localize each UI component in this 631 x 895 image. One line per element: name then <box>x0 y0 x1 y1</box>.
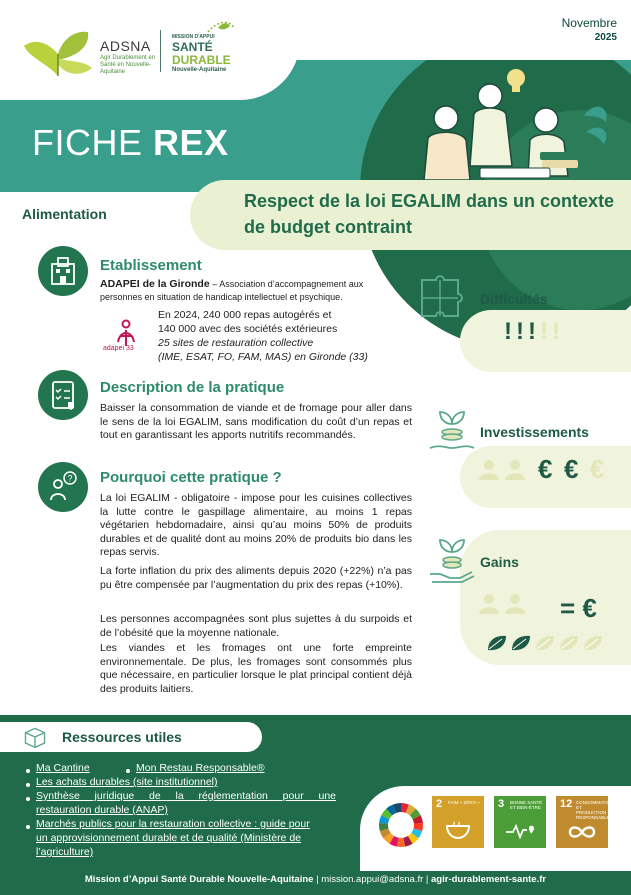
msd-label-line2: DURABLE <box>172 53 231 67</box>
odd-goal-number: 2 <box>436 798 443 810</box>
bullet <box>26 769 30 773</box>
description-heading: Description de la pratique <box>100 379 285 396</box>
resources-title: Ressources utiles <box>62 729 182 745</box>
difficultes-title: Difficultés <box>480 291 548 307</box>
resource-link-ma-cantine[interactable]: Ma Cantine <box>36 762 90 774</box>
difficulty-mark: ! <box>516 318 524 345</box>
adsna-name: ADSNA <box>100 38 151 54</box>
etablissement-stats: En 2024, 240 000 repas autogérés et 140 000 avec des sociétés extérieures 25 sites de restauration collective (IME, ESAT, FO, FAM, MAS) en Gironde (33) <box>158 309 368 363</box>
difficulty-mark: ! <box>540 318 548 345</box>
msd-label-line1: SANTÉ <box>172 40 213 54</box>
issue-year: 2025 <box>594 32 617 43</box>
resource-link-marches-publics-cont2[interactable]: l’agriculture) <box>36 846 94 858</box>
leaf-icon <box>582 634 604 652</box>
logo-divider <box>160 30 161 72</box>
person-icon <box>504 458 526 480</box>
difficulty-mark: ! <box>552 318 560 345</box>
pourquoi-paragraph-2: La forte inflation du prix des aliments depuis 2020 (+22%) n’a pas pu être compensée par l’augmentation du prix des repas (+10%). <box>100 565 412 591</box>
msd-region: Nouvelle-Aquitaine <box>172 67 227 73</box>
euro-icon: € <box>564 454 579 484</box>
odd-goal-label: CONSOMMATION ET PRODUCTION RESPONSABLES <box>576 800 614 820</box>
odd-goal-12-tile <box>556 796 614 848</box>
person-icon <box>504 592 526 614</box>
etablissement-description: ADAPEI de la Gironde – Association d’accompagnement aux personnes en situation de handicap intellectuel et psychique. <box>100 278 364 302</box>
question-person-icon <box>38 462 88 512</box>
gains-euro: = € <box>560 593 597 623</box>
checklist-icon <box>38 370 88 420</box>
person-icon <box>478 592 500 614</box>
main-title: Respect de la loi EGALIM dans un contexte de budget contraint <box>244 191 615 237</box>
building-icon <box>38 246 88 296</box>
odd-goal-number: 12 <box>560 798 573 810</box>
odd-goal-3-tile <box>494 796 546 848</box>
adapei-logo-icon <box>104 316 148 360</box>
description-text: Baisser la consommation de viande et de fromage pour aller dans le sens de la loi EGALIM, sans modification du coût d’un repas et tout en garantissant les apports nutritifs recommandés. <box>100 402 412 442</box>
msd-label-small: MISSION D'APPUI <box>172 34 215 40</box>
leaf-icon <box>510 634 532 652</box>
odd-goal-2-tile <box>432 796 484 848</box>
sdg-wheel-icon <box>378 802 424 848</box>
coins-plant-icon <box>424 404 480 460</box>
adapei-logo-text: adapei 33 <box>103 345 134 352</box>
pourquoi-paragraph-4: Les viandes et les fromages ont une forte empreinte environnementale. De plus, les fromages sont consommés plus que nécessaire, en particulier lorsque le plat principal contient déjà des produits laitiers. <box>100 642 412 695</box>
euro-icon: € <box>538 454 553 484</box>
resource-link-marches-publics-cont[interactable]: un approvisionnement durable et de qualité (Ministère de <box>36 832 301 844</box>
resource-link-achats-durables[interactable]: Les achats durables (site institutionnel) <box>36 776 218 788</box>
leaf-icon <box>558 634 580 652</box>
hand-coins-icon <box>424 536 480 592</box>
leaf-icon <box>534 634 556 652</box>
bullet <box>26 797 30 801</box>
ginkgo-logo-icon <box>18 24 98 80</box>
odd-goal-label: BONNE SANTÉ ET BIEN-ÊTRE <box>510 800 543 810</box>
investissements-title: Investissements <box>480 424 589 440</box>
resource-link-marches-publics[interactable]: Marchés publics pour la restauration collective : guide pour <box>36 818 310 830</box>
bullet <box>126 769 130 773</box>
pourquoi-heading: Pourquoi cette pratique ? <box>100 469 282 486</box>
issue-month: Novembre <box>561 16 617 30</box>
puzzle-icon <box>414 270 470 326</box>
euro-icon: € <box>590 454 605 484</box>
resource-link-mon-restau[interactable]: Mon Restau Responsable® <box>136 762 265 774</box>
footer: Mission d’Appui Santé Durable Nouvelle-Aquitaine | mission.appui@adsna.fr | agir-durablement-sante.fr <box>0 871 631 895</box>
adsna-subtitle: Agir Durablement en Santé en Nouvelle-Aquitaine <box>100 55 156 75</box>
pourquoi-paragraph-1: La loi EGALIM - obligatoire - impose pour les cuisines collectives la lutte contre le gaspillage alimentaire, au moins 1 repas végétarien hebdomadaire, ainsi qu’au moins 50% de produits durables et de qualité dont au moins 20% de produits bio dans les repas servis. <box>100 492 412 559</box>
footer-site[interactable]: agir-durablement-sante.fr <box>431 874 547 885</box>
people-reading-illustration <box>380 56 620 192</box>
odd-goal-label: FAIM « ZÉRO » <box>448 800 480 805</box>
page-title: FICHE REX <box>32 122 229 163</box>
odd-goal-number: 3 <box>498 798 505 810</box>
header-white-top <box>260 0 631 60</box>
theme-label: Alimentation <box>22 206 107 222</box>
leaf-icon <box>486 634 508 652</box>
bullet <box>26 825 30 829</box>
resource-link-synthese-juridique-cont[interactable]: restauration durable (ANAP) <box>36 804 168 816</box>
bullet <box>26 783 30 787</box>
gains-title: Gains <box>480 554 519 570</box>
box-icon <box>22 724 48 750</box>
pourquoi-paragraph-3: Les personnes accompagnées sont plus sujettes à du surpoids et de l’obésité que la moyenne nationale. <box>100 613 412 639</box>
footer-email[interactable]: mission.appui@adsna.fr <box>321 874 424 885</box>
resource-link-synthese-juridique[interactable]: Synthèse juridique de la réglementation pour une <box>36 790 336 802</box>
person-icon <box>478 458 500 480</box>
etablissement-heading: Etablissement <box>100 257 202 274</box>
difficulty-mark: ! <box>528 318 536 345</box>
svg-text:?: ? <box>67 473 73 484</box>
difficulty-mark: ! <box>504 318 512 345</box>
